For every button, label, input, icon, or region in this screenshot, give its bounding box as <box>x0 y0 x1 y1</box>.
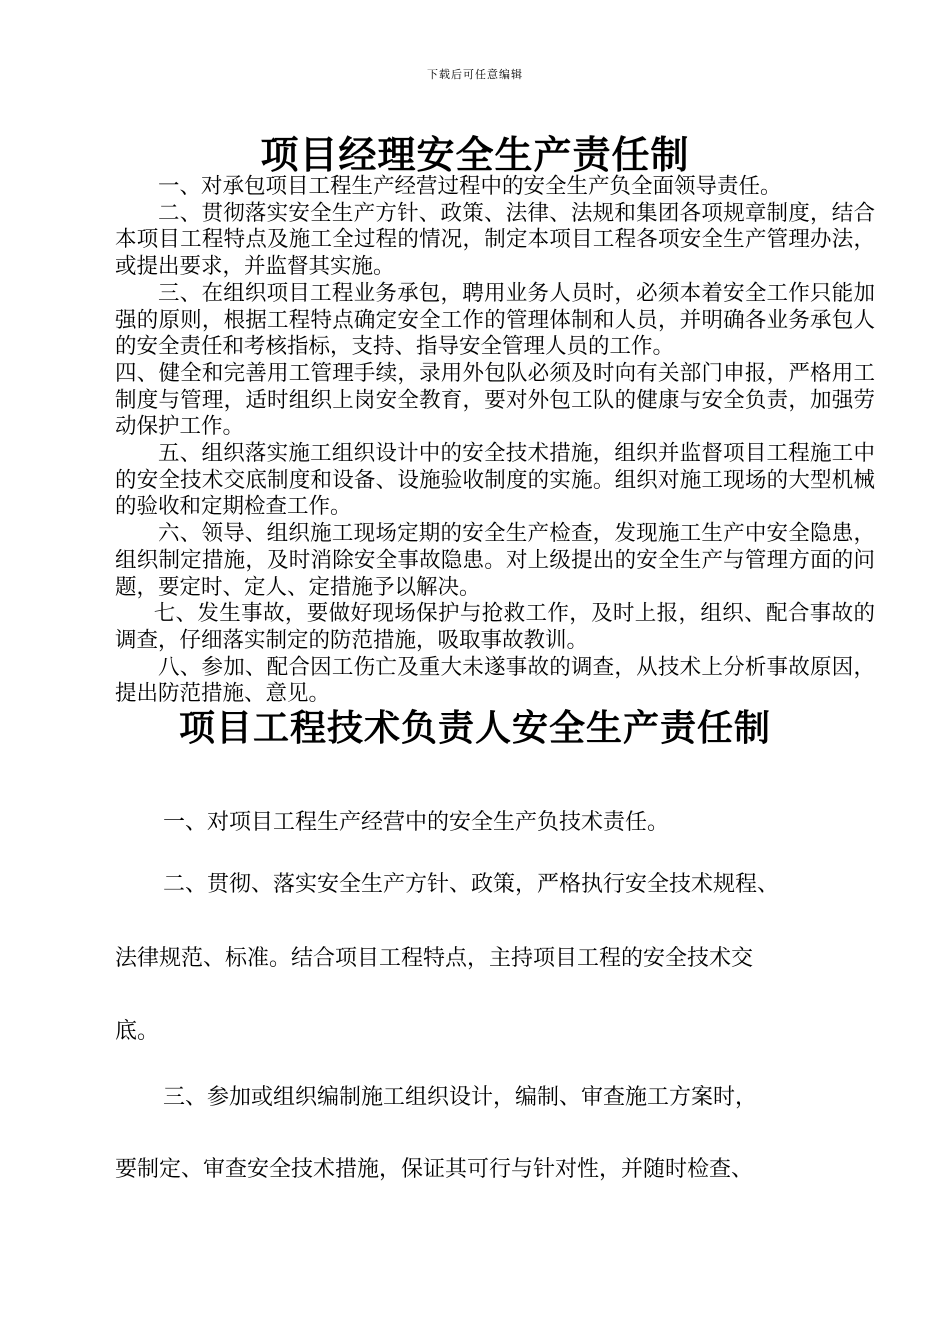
paragraph-4: 四、健全和完善用工管理手续，录用外包队必须及时向有关部门申报，严格用工制度与管理，适时组织上岗安全教育，要对外包工队的健康与安全负责，加强劳动保护工作。 <box>115 360 875 440</box>
section2-line-3: 法律规范、标准。结合项目工程特点，主持项目工程的安全技术交 <box>115 946 754 971</box>
section2-line-4: 底。 <box>115 1019 160 1044</box>
section2-line-2: 二、贯彻、落实安全生产方针、政策，严格执行安全技术规程、 <box>163 872 780 897</box>
title-technical-lead: 项目工程技术负责人安全生产责任制 <box>178 707 771 749</box>
paragraph-6: 六、领导、组织施工现场定期的安全生产检查，发现施工生产中安全隐患，组织制定措施，及时消除安全事故隐患。对上级提出的安全生产与管理方面的问题，要定时、定人、定措施予以解决。 <box>115 521 875 600</box>
paragraph-2: 二、贯彻落实安全生产方针、政策、法律、法规和集团各项规章制度，结合本项目工程特点及施工全过程的情况，制定本项目工程各项安全生产管理办法，或提出要求，并监督其实施。 <box>115 200 875 280</box>
section2-line-6: 要制定、审查安全技术措施，保证其可行与针对性，并随时检查、 <box>115 1157 754 1182</box>
section-project-manager <box>115 174 875 708</box>
paragraph-5: 五、组织落实施工组织设计中的安全技术措施，组织并监督项目工程施工中的安全技术交底制度和设备、设施验收制度的实施。组织对施工现场的大型机械的验收和定期检查工作。 <box>115 441 875 520</box>
paragraph-7: 七、发生事故，要做好现场保护与抢救工作，及时上报，组织、配合事故的调查，仔细落实制定的防范措施，吸取事故教训。 <box>115 601 875 653</box>
paragraph-3: 三、在组织项目工程业务承包，聘用业务人员时，必须本着安全工作只能加强的原则，根据工程特点确定安全工作的管理体制和人员，并明确各业务承包人的安全责任和考核指标，支持、指导安全管理人员的工作。 <box>115 280 875 360</box>
title-project-manager: 项目经理安全生产责任制 <box>260 132 690 177</box>
page-header: 下载后可任意编辑 <box>427 68 523 81</box>
paragraph-1: 一、对承包项目工程生产经营过程中的安全生产负全面领导责任。 <box>158 174 782 199</box>
section2-line-1: 一、对项目工程生产经营中的安全生产负技术责任。 <box>163 810 670 835</box>
section2-line-5: 三、参加或组织编制施工组织设计，编制、审查施工方案时， <box>163 1085 758 1110</box>
paragraph-8: 八、参加、配合因工伤亡及重大未遂事故的调查，从技术上分析事故原因，提出防范措施、意见。 <box>115 654 875 707</box>
